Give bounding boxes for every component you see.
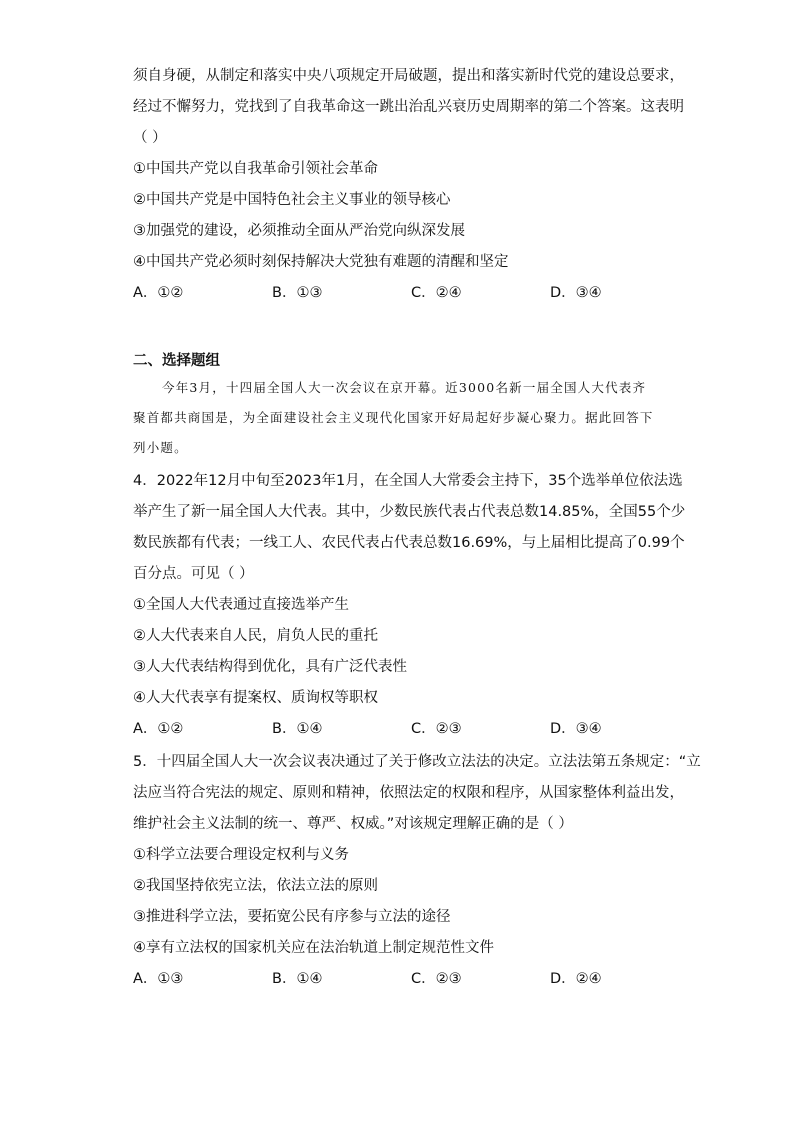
question-3-statement-2: ②中国共产党是中国特色社会主义事业的领导核心 (133, 192, 451, 208)
question-5-stem-line: 法应当符合宪法的规定、原则和精神，依照法定的权限和程序，从国家整体利益出发， (133, 785, 684, 801)
question-3-statement-4: ④中国共产党必须时刻保持解决大党独有难题的清醒和坚定 (133, 254, 509, 270)
question-5-options (133, 969, 653, 989)
question-4-statement-1: ①全国人大代表通过直接选举产生 (133, 597, 349, 613)
question-3-statement-3: ③加强党的建设，必须推动全面从严治党向纵深发展 (133, 223, 465, 239)
question-5-stem-line: 维护社会主义法制的统一、尊严、权威。”对该规定理解正确的是（ ） (133, 816, 573, 832)
question-5-statement-1: ①科学立法要合理设定权利与义务 (133, 847, 349, 863)
material-line: 聚首都共商国是，为全面建设社会主义现代化国家开好局起好步凝心聚力。据此回答下 (133, 410, 654, 425)
material-line: 列小题。 (133, 440, 188, 455)
question-3-statement-1: ①中国共产党以自我革命引领社会革命 (133, 161, 378, 177)
question-3-options (133, 283, 653, 303)
question-5-stem-line: 5．十四届全国人大一次会议表决通过了关于修改立法法的决定。立法法第五条规定：“立 (133, 754, 701, 770)
question-4-option-b[interactable]: B．①④ (272, 721, 323, 737)
question-5-statement-2: ②我国坚持依宪立法，依法立法的原则 (133, 878, 378, 894)
question-5-option-c[interactable]: C．②③ (411, 971, 462, 987)
question-5-option-b[interactable]: B．①④ (272, 971, 323, 987)
question-4-statement-4: ④人大代表享有提案权、质询权等职权 (133, 690, 378, 706)
question-3-stem-line: （ ） (133, 130, 167, 146)
question-5-statement-3: ③推进科学立法，要拓宽公民有序参与立法的途径 (133, 909, 451, 925)
question-4-stem-line: 举产生了新一届全国人大代表。其中，少数民族代表占代表总数14.85%，全国55个少 (133, 504, 686, 520)
section-heading: 二、选择题组 (133, 353, 220, 369)
material-line: 今年3月，十四届全国人大一次会议在京开幕。近3000名新一届全国人大代表齐 (162, 380, 647, 395)
question-4-statement-2: ②人大代表来自人民，肩负人民的重托 (133, 628, 378, 644)
question-3-stem-line: 须自身硬，从制定和落实中央八项规定开局破题，提出和落实新时代党的建设总要求， (133, 68, 684, 84)
question-4-statement-3: ③人大代表结构得到优化，具有广泛代表性 (133, 659, 407, 675)
question-4-stem-line: 百分点。可见（ ） (133, 566, 254, 582)
question-4-option-c[interactable]: C．②③ (411, 721, 462, 737)
question-5-statement-4: ④享有立法权的国家机关应在法治轨道上制定规范性文件 (133, 940, 494, 956)
question-4-options (133, 719, 653, 739)
question-3-stem-line: 经过不懈努力，党找到了自我革命这一跳出治乱兴衰历史周期率的第二个答案。这表明 (133, 99, 684, 115)
question-4-stem-line: 4．2022年12月中旬至2023年1月，在全国人大常委会主持下，35个选举单位依法选 (133, 473, 683, 489)
question-4-option-a[interactable]: A．①② (133, 721, 184, 737)
question-5-option-d[interactable]: D．②④ (550, 971, 602, 987)
question-3-option-d[interactable]: D．③④ (550, 285, 602, 301)
question-3-option-b[interactable]: B．①③ (272, 285, 323, 301)
question-4-stem-line: 数民族都有代表；一线工人、农民代表占代表总数16.69%，与上届相比提高了0.99个 (133, 535, 685, 551)
question-5-option-a[interactable]: A．①③ (133, 971, 184, 987)
question-3-option-c[interactable]: C．②④ (411, 285, 462, 301)
question-4-option-d[interactable]: D．③④ (550, 721, 602, 737)
question-3-option-a[interactable]: A．①② (133, 285, 184, 301)
